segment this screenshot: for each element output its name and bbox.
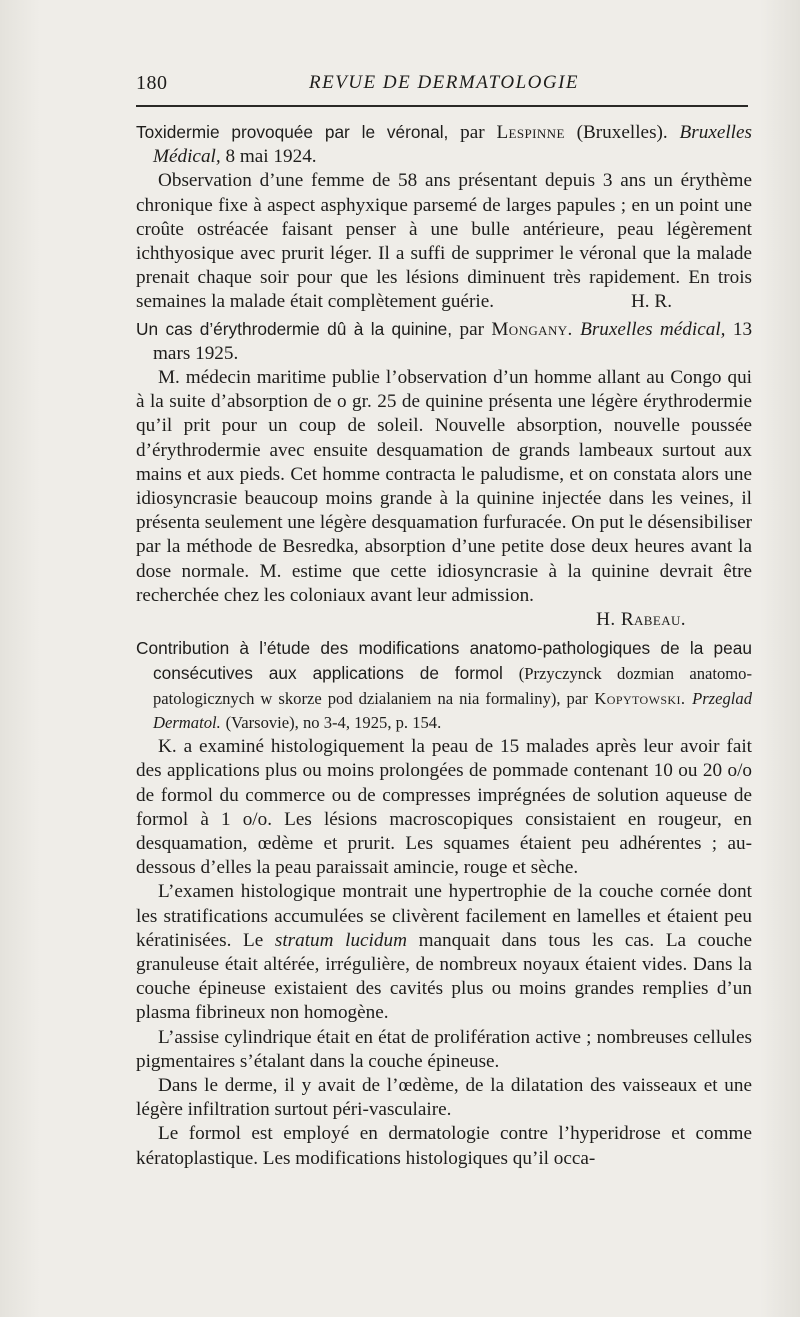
article-heading xyxy=(136,636,753,735)
article-title: Toxidermie provoquée par le véronal, xyxy=(136,122,449,142)
article-title: Contribution à l’étude des modifications anatomo-pathologiques de la peau consécutives aux applications de formol xyxy=(136,638,752,684)
article-location: (Bruxelles). xyxy=(576,122,668,143)
article-heading xyxy=(136,120,752,169)
running-head xyxy=(136,72,752,102)
article-author: Mongany. xyxy=(491,318,573,340)
article-paragraph: K. a examiné histologiquement la peau de 15 malades après leur avoir fait des applications plus ou moins prolongées de pommade contenant 10 ou 20 o/o de formol du commerce ou de compresses imprégnées de solution aqueuse de formol à 1 o/o. Les lésions macroscopiques consistaient en rougeur, en desquamation, œdème et prurit. Les squames étaient peu adhérentes ; au-dessous d’elles la peau paraissait amincie, rouge et sèche. xyxy=(136,736,752,879)
article-by: par xyxy=(460,122,485,143)
article-original-title: (Przyczynck dozmian anatomo-patologicznych w skorze pod dzialaniem na nia formaliny), par xyxy=(153,664,753,708)
article-journal: Bruxelles Médical, xyxy=(153,122,752,168)
article-paragraph: L’assise cylindrique était en état de prolifération active ; nombreuses cellules pigmentaires s’étalant dans la couche épineuse. xyxy=(136,1026,752,1072)
journal-title: REVUE DE DERMATOLOGIE xyxy=(308,72,580,93)
article-title: Un cas d’érythrodermie dû à la quinine, xyxy=(136,318,453,339)
article-signature: H. Rabeau. xyxy=(596,609,686,631)
article-by: par xyxy=(459,318,484,340)
article-journal: Bruxelles médical, xyxy=(580,318,726,340)
article-date: 13 mars 1925. xyxy=(153,318,753,364)
article-signature: H. R. xyxy=(630,291,672,313)
article-date: 8 mai 1924. xyxy=(225,146,317,168)
page-body xyxy=(136,120,752,1171)
article-paragraph: M. médecin maritime publie l’observation d’un homme allant au Congo qui à la suite d’absorption de o gr. 25 de quinine présenta une légère érythrodermie qu’il prit pour un coup de soleil. Nouvelle absorption, nouvelle poussée d’érythrodermie avec ensuite desquamation de grands lambeaux surtout aux mains et aux pieds. Cet homme contracta le paludisme, et on constata alors une idiosyncrasie beaucoup moins grande à la quinine injectée dans les veines, il présenta seulement une légère desquamation furfuracée. On put le désensibiliser par la méthode de Besredka, absorption d’une petite dose deux heures avant la dose normale. M. estime que cette idiosyncrasie à la quinine devrait être recherchée chez les coloniaux avant leur admission. xyxy=(136,367,752,606)
article-heading xyxy=(136,317,753,366)
article-paragraph: Le formol est employé en dermatologie contre l’hyperidrose et comme kératoplastique. Les modifications histologiques qu’il occa- xyxy=(136,1123,752,1169)
article-author: Kopytowski. xyxy=(594,688,686,708)
page-number: 180 xyxy=(136,72,168,94)
article-paragraph: Dans le derme, il y avait de l’œdème, de la dilatation des vaisseaux et une légère infiltration surtout péri-vasculaire. xyxy=(136,1074,752,1121)
article-paragraph: L’examen histologique montrait une hypertrophie de la couche cornée dont les stratifications accumulées se clivèrent facilement en lamelles et étaient peu kératinisées. Le stratum lucidum manquait dans tous les cas. La couche granuleuse était altérée, irrégulière, de nombreux noyaux étaient vides. Dans la couche épineuse existaient des cavités plus ou moins grandes remplies d’un plasma fibrineux non homogène. xyxy=(136,881,753,1024)
article-paragraph: Observation d’une femme de 58 ans présentant depuis 3 ans un érythème chronique fixe à aspect asphyxique parsemé de larges papules ; en un point une croûte ostréacée faisant penser à une bulle antérieure, peau légèrement ichthyosique avec prurit léger. Il a suffi de supprimer le véronal que la malade prenait chaque soir pour que les lésions diminuent très rapidement. En trois semaines la malade était complètement guérie. xyxy=(136,170,752,313)
italic-term: stratum lucidum xyxy=(274,929,407,951)
header-rule xyxy=(136,105,748,107)
article-journal: Przeglad Dermatol. xyxy=(153,688,752,732)
article-author: Lespinne xyxy=(496,122,565,143)
article-reference: (Varsovie), no 3-4, 1925, p. 154. xyxy=(225,712,442,732)
